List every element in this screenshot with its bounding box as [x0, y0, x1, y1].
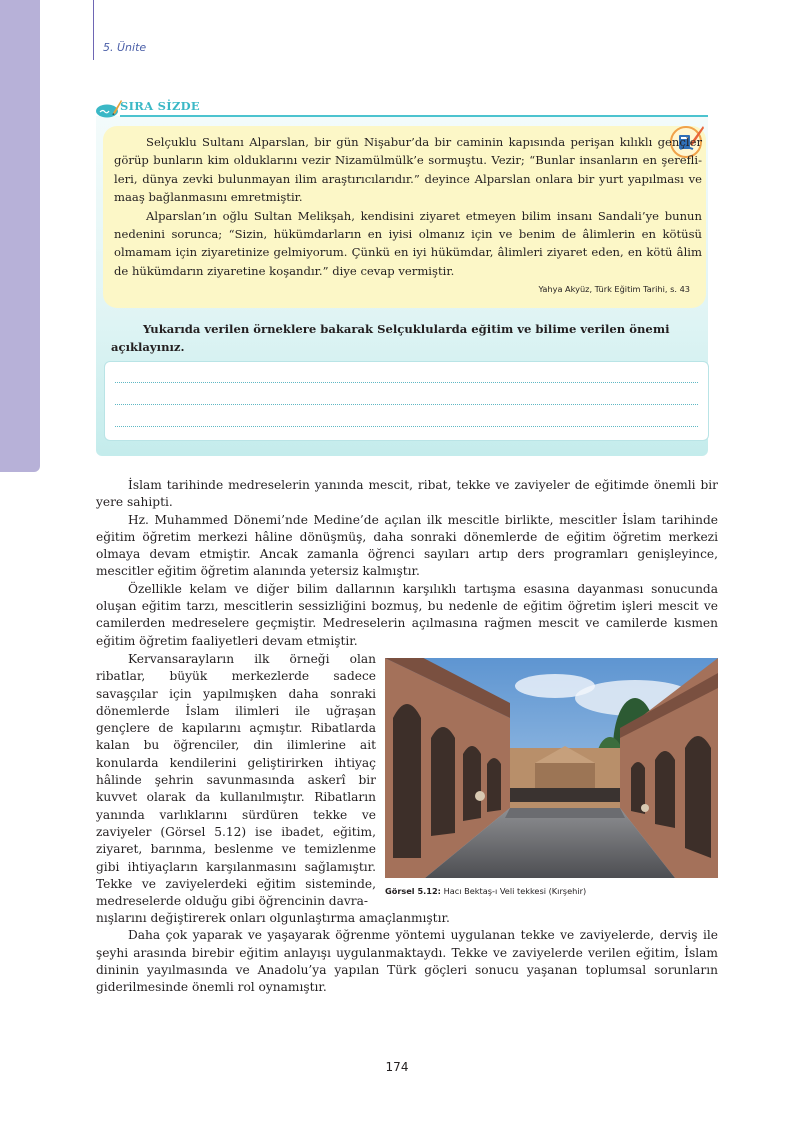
tekke-photo — [385, 658, 718, 878]
unit-divider — [93, 0, 94, 60]
answer-line — [115, 404, 698, 405]
quote-text — [114, 133, 702, 280]
unit-label: 5. Ünite — [103, 41, 147, 54]
activity-question — [111, 320, 701, 357]
caption-label: Görsel 5.12: — [385, 886, 441, 896]
body-paragraph: Hz. Muhammed Dönemi’nde Medine’de açılan ilk mescitle birlikte, mescitler İslam tarihinde eğitim öğretim merkezi hâline dönüşmüş, daha sonraki dönemlerde de eğitim öğretim merkezi olmaya devam etmiştir. Ancak zamanla öğrenci sayıları artıp ders programları genişleyince, mescitler eğitim öğretim alanında yetersiz kalmıştır. — [96, 512, 718, 579]
answer-line — [115, 426, 698, 427]
caption-text: Hacı Bektaş-ı Veli tekkesi (Kırşehir) — [443, 886, 587, 896]
body-paragraph-block — [96, 477, 718, 650]
body-paragraph: Daha çok yaparak ve yaşayarak öğrenme yöntemi uygulanan tekke ve zaviyelerde, derviş ile şeyhi arasında birebir eğitim anlayışı uygulanmaktaydı. Tekke ve zaviyelerde verilen eğitim, İslam dininin yayılmasında ve Anadolu’ya yapılan Türk göçleri sonucu yaşanan toplumsal sorunların giderilmesinde önemli rol oynamıştır. — [96, 928, 718, 995]
body-paragraph: Özellikle kelam ve diğer bilim dallarının karşılıklı tartışma esasına dayanması sonucunda oluşan eğitim tarzı, mescitlerin sessizliğini bozmuş, bu nedenle de eğitim öğretim işleri mescit ve camilerden medreselere geçmiştir. Medreselerin açılmasına rağmen mescit ve camilerde kısmen eğitim öğretim faaliyetleri devam etmiştir. — [96, 581, 718, 648]
answer-line — [115, 382, 698, 383]
figure-caption — [385, 886, 586, 896]
question-line: açıklayınız. — [111, 340, 185, 355]
activity-rule — [120, 115, 708, 117]
wrapped-paragraph — [96, 651, 376, 910]
activity-header — [96, 94, 708, 122]
side-tab — [0, 0, 40, 472]
activity-title: SIRA SİZDE — [120, 99, 200, 113]
quote-paragraph: Alparslan’ın oğlu Sultan Melikşah, kendisini ziyaret etmeyen bilim insanı Sandali’ye bunun nedenini sorunca; “Sizin, hükümdarların en iyisi olmanız için ve benim de âlimlerin en kötüsü olmamam için ziyaretinize gelmiyorum. Çünkü en iyi hükümdar, âlimleri ziyaret eden, en kötü âlim de hükümdarın ziyaretine koşandır.” diye cevap vermiştir. — [114, 208, 702, 278]
answer-field[interactable] — [104, 361, 709, 441]
body-paragraph: nışlarını değiştirerek onları olgunlaştırma amaçlanmıştır. — [96, 911, 450, 925]
tail-paragraph-block — [96, 910, 718, 996]
quote-paragraph: Selçuklu Sultanı Alparslan, bir gün Nişabur’da bir caminin kapısında perişan kılıklı gençler görüp bunların kim olduklarını vezir Nizamülmülk’e sormuştu. Vezir; “Bunlar insanların en şereflileri, dünya zevki bulunmayan ilim araştırıcılarıdır.” deyince Alparslan onlara bir yurt yapılması ve maaş bağlanmasını emretmiştir. — [114, 135, 702, 205]
pen-writing-icon — [96, 100, 122, 118]
page-number: 174 — [385, 1060, 409, 1074]
quote-source: Yahya Akyüz, Türk Eğitim Tarihi, s. 43 — [538, 284, 690, 294]
courtyard-illustration — [385, 658, 718, 878]
question-line: Yukarıda verilen örneklere bakarak Selçuklularda eğitim ve bilime verilen önemi — [143, 322, 670, 336]
body-paragraph: İslam tarihinde medreselerin yanında mescit, ribat, tekke ve zaviyeler de eğitimde önemli bir yere sahipti. — [96, 478, 718, 510]
body-paragraph: Kervansarayların ilk örneği olan ribatlar, büyük merkezlerde sadece savaşçılar için yapılmışken daha sonraki dönemlerde İslam ilimleri ile uğraşan gençlere de kapılarını açmıştır. Ribatlarda kalan bu öğrenciler, din ilimlerine ait konularda kendilerini geliştirirken ihtiyaç hâlinde şehrin savunmasında askerî bir kuvvet olarak da kullanılmıştır. Ribatların yanında varlıklarını sürdüren tekke ve zaviyeler (Görsel 5.12) ise ibadet, eğitim, ziyaret, barınma, beslenme ve temizlenme gibi ihtiyaçların karşılanmasını sağlamıştır. Tekke ve zaviyelerdeki eğitim sisteminde, medreselerde olduğu gibi öğrencinin davra- — [96, 652, 376, 909]
